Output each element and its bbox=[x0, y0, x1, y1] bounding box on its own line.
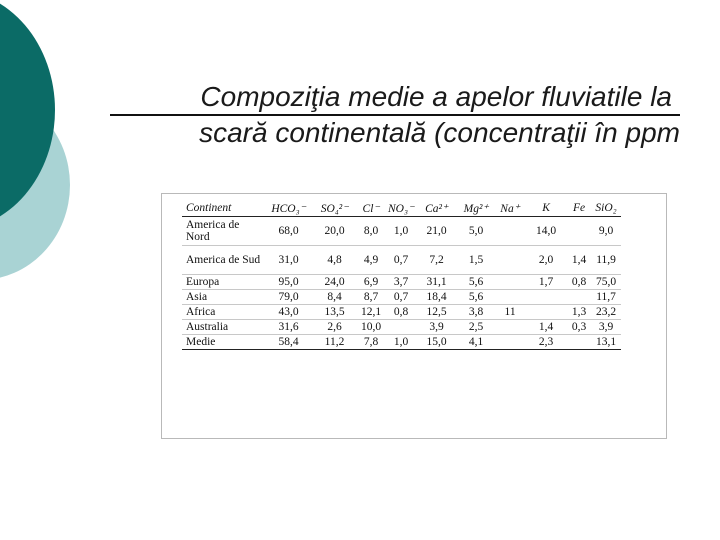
table-cell: 23,2 bbox=[595, 306, 617, 318]
row-label: Asia bbox=[186, 291, 208, 303]
table-cell: 31,6 bbox=[278, 321, 299, 333]
table-row bbox=[182, 246, 621, 275]
river-water-composition-table bbox=[182, 200, 621, 350]
table-cell: 11,7 bbox=[596, 291, 616, 303]
table-cell: 2,6 bbox=[327, 321, 342, 333]
table-cell bbox=[525, 290, 567, 305]
table-cell: 8,0 bbox=[363, 225, 379, 237]
table-cell: 0,8 bbox=[393, 306, 409, 318]
table-cell: 24,0 bbox=[324, 276, 345, 288]
table-cell bbox=[495, 246, 525, 275]
column-header: Continent bbox=[182, 200, 264, 217]
table-cell: 3,7 bbox=[393, 276, 409, 288]
table-cell: 58,4 bbox=[264, 335, 313, 350]
table-cell: 31,0 bbox=[278, 254, 299, 266]
table-cell: 1,0 bbox=[393, 225, 409, 237]
table-cell: 0,7 bbox=[393, 291, 409, 303]
table-cell: 5,0 bbox=[468, 225, 484, 237]
table-row bbox=[182, 320, 621, 335]
column-header: Fe bbox=[567, 200, 591, 217]
table-cell bbox=[495, 290, 525, 305]
table-cell: 20,0 bbox=[324, 225, 345, 237]
table-cell: 31,1 bbox=[426, 276, 447, 288]
table-cell: 1,4 bbox=[571, 254, 587, 266]
table-body bbox=[182, 217, 621, 350]
table-cell: 68,0 bbox=[278, 225, 299, 237]
table-cell: 1,7 bbox=[538, 276, 554, 288]
table-cell: 5,6 bbox=[468, 291, 484, 303]
table-cell: 3,9 bbox=[429, 321, 444, 333]
table-row bbox=[182, 217, 621, 246]
table-cell: 0,8 bbox=[571, 276, 587, 288]
table-cell: 0,3 bbox=[571, 321, 587, 333]
column-header: SO₄²⁻ bbox=[313, 200, 356, 217]
table-cell: 13,1 bbox=[591, 335, 621, 350]
column-header: NO₃⁻ bbox=[386, 200, 416, 217]
column-header: HCO₃⁻ bbox=[264, 200, 313, 217]
table-cell bbox=[495, 320, 525, 335]
table-cell: 11,2 bbox=[313, 335, 356, 350]
table-cell: 15,0 bbox=[416, 335, 457, 350]
row-label: Australia bbox=[186, 321, 229, 333]
row-label: Africa bbox=[186, 306, 216, 318]
table-cell: 2,3 bbox=[525, 335, 567, 350]
table-cell: 0,7 bbox=[393, 254, 409, 266]
table-cell: 21,0 bbox=[426, 225, 447, 237]
table-cell: 1,0 bbox=[386, 335, 416, 350]
table-cell: 2,0 bbox=[538, 254, 554, 266]
table-cell bbox=[567, 217, 591, 246]
table-cell: 43,0 bbox=[278, 306, 299, 318]
column-header: Cl⁻ bbox=[356, 200, 386, 217]
table-header-row bbox=[182, 200, 621, 217]
column-header: Na⁺ bbox=[495, 200, 525, 217]
table-cell: 8,4 bbox=[327, 291, 342, 303]
table-cell: 5,6 bbox=[468, 276, 484, 288]
table-cell bbox=[495, 275, 525, 290]
row-label: America de Sud bbox=[186, 254, 261, 266]
table-cell: 12,5 bbox=[426, 306, 447, 318]
column-header: Mg²⁺ bbox=[457, 200, 495, 217]
row-label: America de Nord bbox=[186, 219, 240, 243]
table-cell bbox=[386, 320, 416, 335]
column-header: SiO₂ bbox=[591, 200, 621, 217]
slide-title bbox=[110, 80, 680, 150]
table-cell bbox=[495, 335, 525, 350]
table-row bbox=[182, 305, 621, 320]
table-cell: 8,7 bbox=[363, 291, 379, 303]
table-cell: 12,1 bbox=[360, 306, 382, 318]
decorative-circles bbox=[0, 0, 120, 300]
table-cell: 4,8 bbox=[327, 254, 342, 266]
table-cell: 3,9 bbox=[598, 321, 614, 333]
column-header: Ca²⁺ bbox=[416, 200, 457, 217]
table-cell: 11 bbox=[504, 306, 516, 318]
table-cell: 75,0 bbox=[595, 276, 617, 288]
table-cell: 11,9 bbox=[596, 254, 616, 266]
table-cell: 4,1 bbox=[457, 335, 495, 350]
table-cell: 79,0 bbox=[278, 291, 299, 303]
table-image-frame bbox=[161, 193, 667, 439]
table-cell: 95,0 bbox=[278, 276, 299, 288]
table-cell: 1,5 bbox=[468, 254, 484, 266]
row-label: Medie bbox=[182, 335, 264, 350]
table-cell: 2,5 bbox=[468, 321, 484, 333]
title-line-2: scară continentală (concentraţii în ppm bbox=[199, 117, 680, 148]
table-cell: 9,0 bbox=[598, 225, 614, 237]
table-cell: 18,4 bbox=[426, 291, 447, 303]
table-cell: 1,4 bbox=[538, 321, 554, 333]
table-cell: 13,5 bbox=[324, 306, 345, 318]
table-row bbox=[182, 335, 621, 350]
table-cell: 10,0 bbox=[360, 321, 382, 333]
title-line-1: Compoziţia medie a apelor fluviatile la bbox=[110, 80, 680, 116]
table-row bbox=[182, 275, 621, 290]
table-cell: 6,9 bbox=[363, 276, 379, 288]
column-header: K bbox=[525, 200, 567, 217]
table-cell bbox=[525, 305, 567, 320]
table-cell bbox=[567, 290, 591, 305]
table-cell: 7,2 bbox=[429, 254, 444, 266]
table-row bbox=[182, 290, 621, 305]
table-cell: 4,9 bbox=[363, 254, 379, 266]
table-cell: 7,8 bbox=[356, 335, 386, 350]
row-label: Europa bbox=[186, 276, 220, 288]
table-cell: 14,0 bbox=[535, 225, 557, 237]
table-cell bbox=[567, 335, 591, 350]
table-cell: 1,3 bbox=[571, 306, 587, 318]
table-cell bbox=[495, 217, 525, 246]
table-cell: 3,8 bbox=[468, 306, 484, 318]
